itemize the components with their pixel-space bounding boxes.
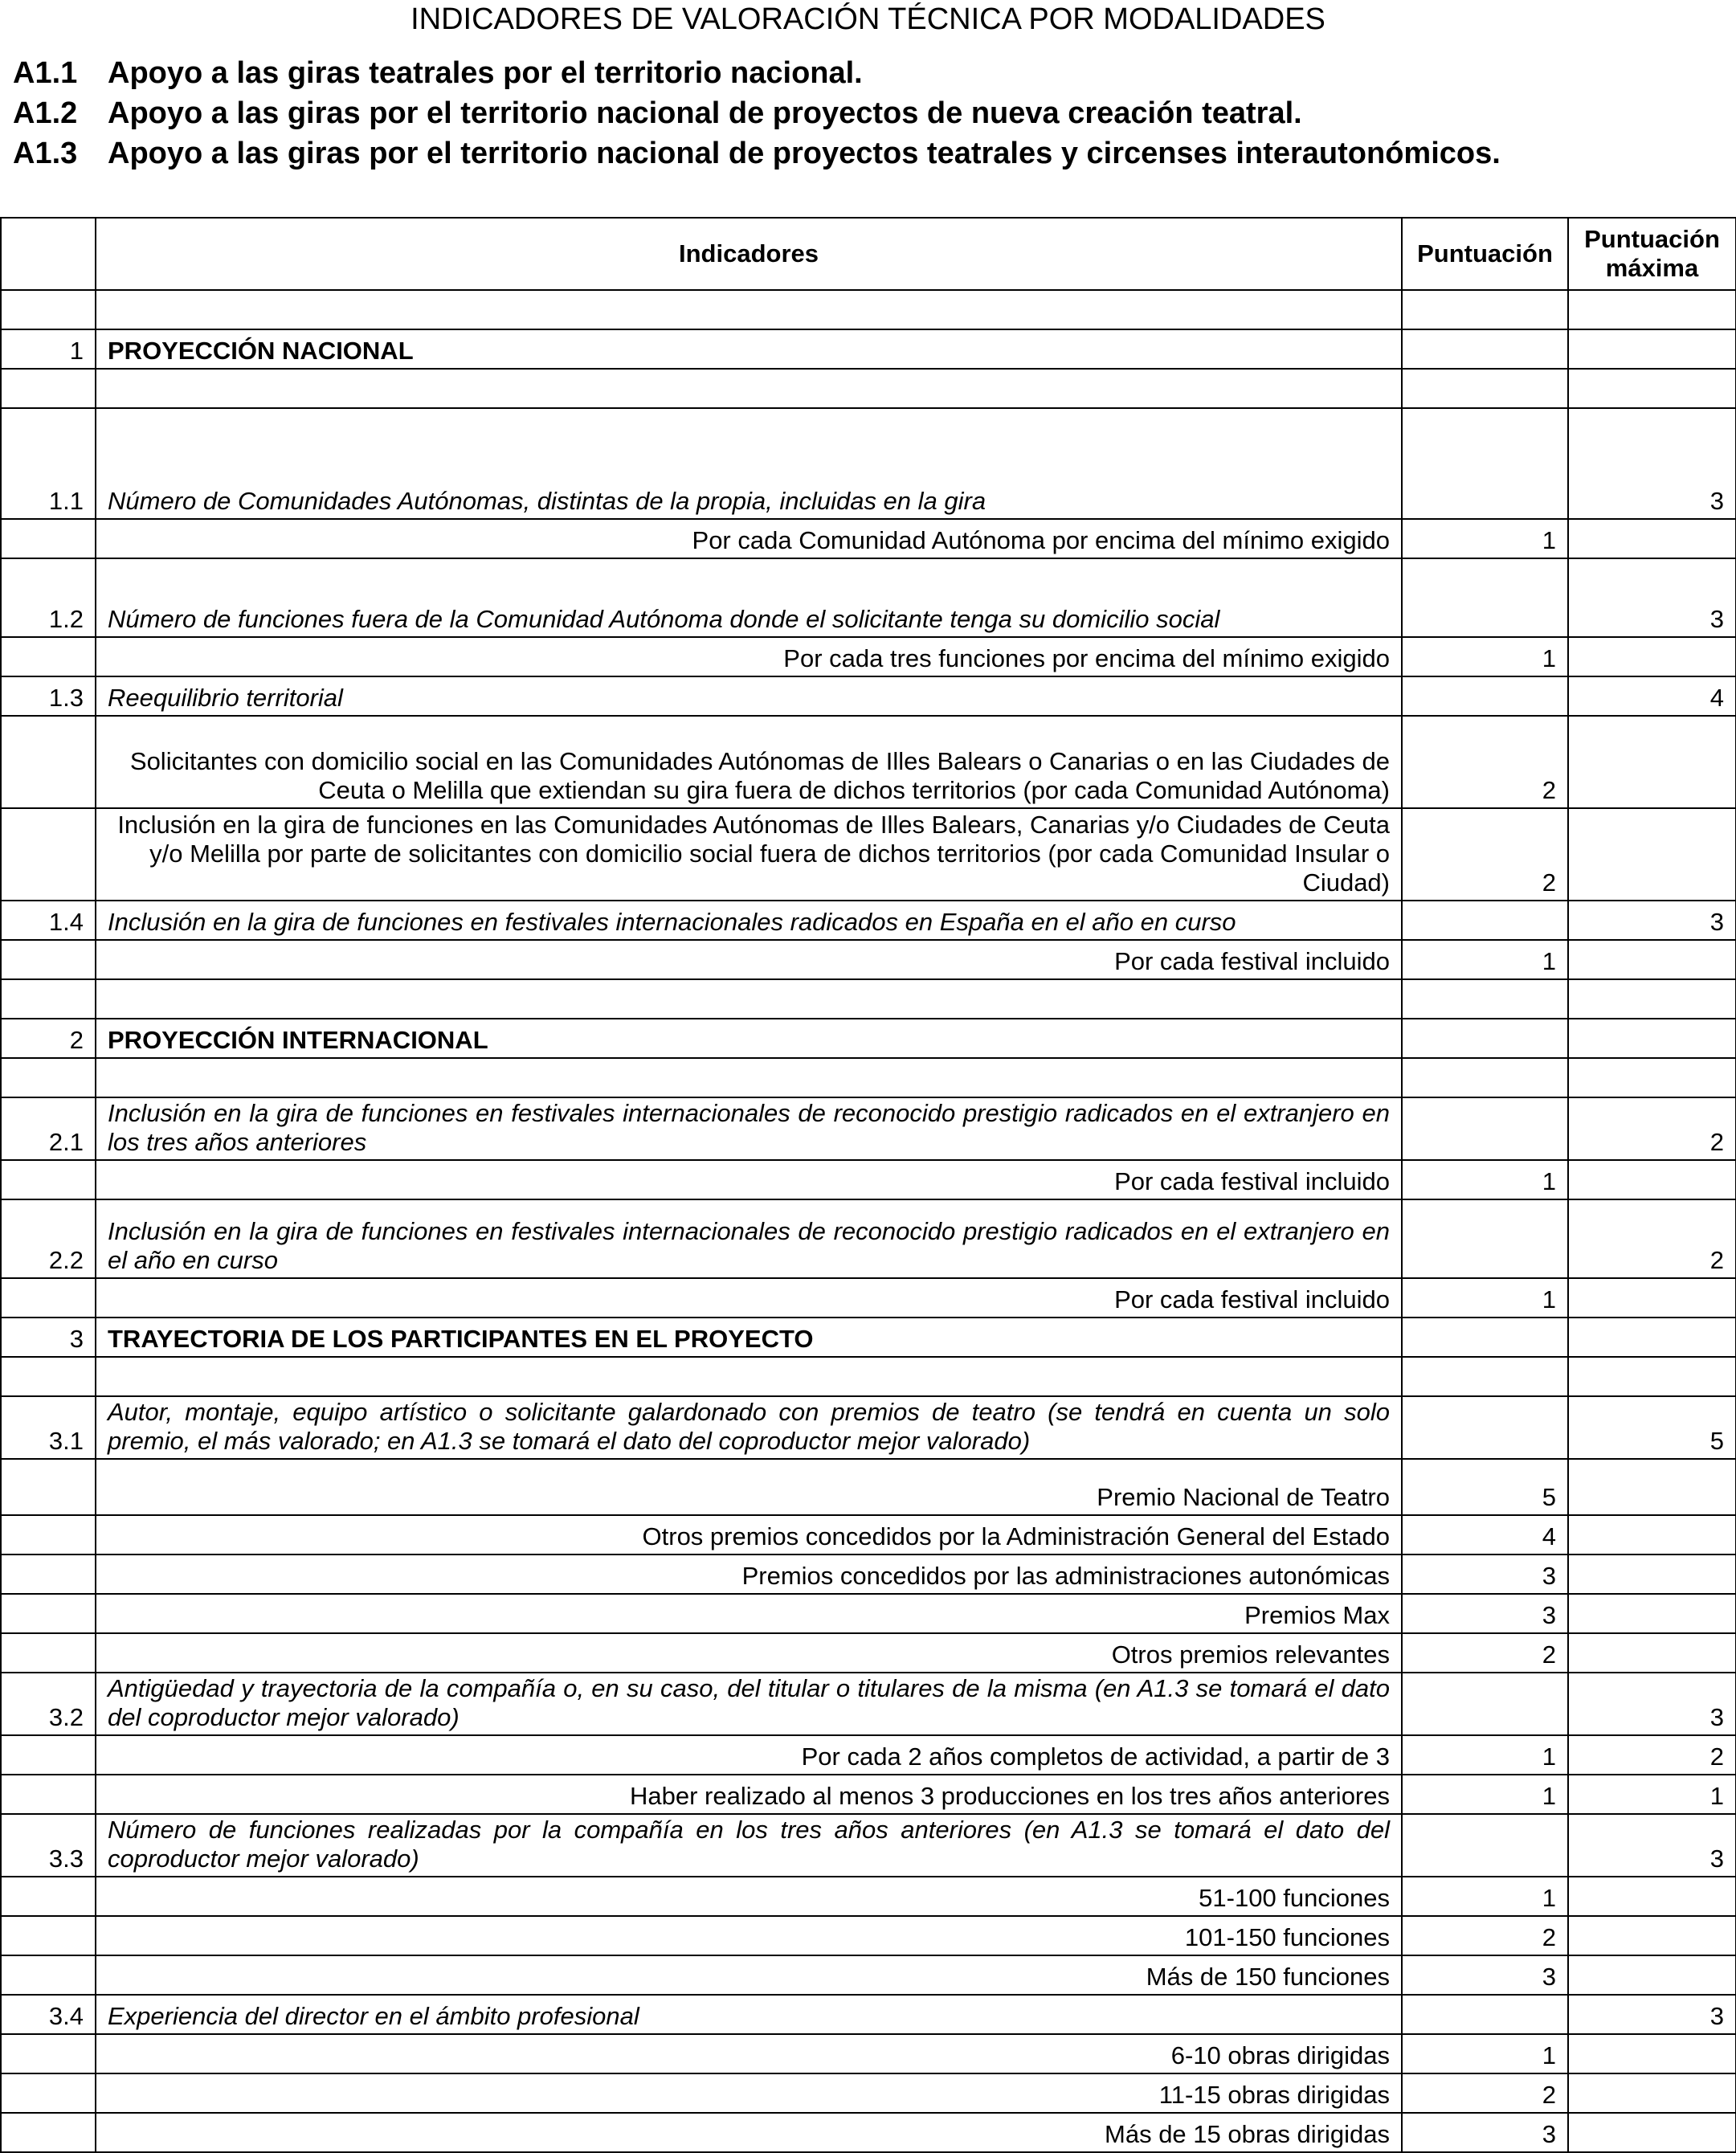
table-row [1, 1633, 1736, 1673]
table-header-row [1, 218, 1736, 290]
row-score [1402, 979, 1568, 1019]
header-indicadores: Indicadores [96, 218, 1402, 290]
row-max-score [1568, 2073, 1736, 2113]
row-score: 3 [1402, 2113, 1568, 2152]
row-score: 2 [1402, 716, 1568, 808]
table-row [1, 2034, 1736, 2073]
row-number [1, 1594, 96, 1633]
table-row [1, 408, 1736, 519]
modality-a1-3 [13, 133, 1724, 174]
row-score: 3 [1402, 1554, 1568, 1594]
row-number [1, 1357, 96, 1396]
table-row [1, 1097, 1736, 1160]
modality-code: A1.2 [13, 96, 78, 130]
row-indicator-text [96, 979, 1402, 1019]
row-max-score [1568, 1459, 1736, 1515]
row-score [1402, 1396, 1568, 1459]
table-row [1, 1916, 1736, 1955]
table-row [1, 1318, 1736, 1357]
row-number [1, 979, 96, 1019]
table-row [1, 290, 1736, 329]
row-indicator-text: Experiencia del director en el ámbito profesional [96, 1995, 1402, 2034]
table-row [1, 1955, 1736, 1995]
row-number [1, 1735, 96, 1775]
row-max-score [1568, 940, 1736, 979]
row-number: 1.1 [1, 408, 96, 519]
row-number: 2.1 [1, 1097, 96, 1160]
row-indicator-text: Inclusión en la gira de funciones en festivales internacionales radicados en España en el año en curso [96, 901, 1402, 940]
modality-code: A1.1 [13, 56, 78, 90]
table-row [1, 1459, 1736, 1515]
row-score [1402, 558, 1568, 637]
row-number: 3.3 [1, 1814, 96, 1877]
row-max-score [1568, 519, 1736, 558]
row-indicator-text: Más de 150 funciones [96, 1955, 1402, 1995]
row-indicator-text [96, 1058, 1402, 1097]
row-indicator-text [96, 369, 1402, 408]
row-number: 1 [1, 329, 96, 369]
row-number: 3.2 [1, 1673, 96, 1735]
table-row [1, 519, 1736, 558]
table-row [1, 1160, 1736, 1199]
row-indicator-text: Inclusión en la gira de funciones en festivales internacionales de reconocido prestigio radicados en el extranjero en el año en curso [96, 1199, 1402, 1278]
row-indicator-text: Solicitantes con domicilio social en las Comunidades Autónomas de Illes Balears o Canarias o en las Ciudades de Ceuta o Melilla que extiendan su gira fuera de dichos territorios (por cada Comunidad Autónoma) [96, 716, 1402, 808]
modalities-list [13, 53, 1724, 174]
row-number [1, 808, 96, 901]
table-row [1, 1396, 1736, 1459]
table-row [1, 558, 1736, 637]
table-row [1, 329, 1736, 369]
row-indicator-text: Número de Comunidades Autónomas, distintas de la propia, incluidas en la gira [96, 408, 1402, 519]
modality-code: A1.3 [13, 137, 78, 170]
row-max-score: 2 [1568, 1735, 1736, 1775]
row-indicator-text: Número de funciones realizadas por la compañía en los tres años anteriores (en A1.3 se tomará el dato del coproductor mejor valorado) [96, 1814, 1402, 1877]
row-score [1402, 1318, 1568, 1357]
table-row [1, 1278, 1736, 1318]
table-row [1, 2073, 1736, 2113]
row-score: 1 [1402, 519, 1568, 558]
table-row [1, 1554, 1736, 1594]
table-row [1, 2113, 1736, 2152]
row-indicator-text: Otros premios concedidos por la Administración General del Estado [96, 1515, 1402, 1554]
row-number [1, 519, 96, 558]
row-max-score: 3 [1568, 1673, 1736, 1735]
row-indicator-text: 101-150 funciones [96, 1916, 1402, 1955]
row-score [1402, 369, 1568, 408]
row-max-score: 3 [1568, 408, 1736, 519]
table-row [1, 1814, 1736, 1877]
row-indicator-text: 51-100 funciones [96, 1877, 1402, 1916]
row-number [1, 1775, 96, 1814]
row-max-score [1568, 369, 1736, 408]
row-number: 1.4 [1, 901, 96, 940]
row-indicator-text: Número de funciones fuera de la Comunidad Autónoma donde el solicitante tenga su domicilio social [96, 558, 1402, 637]
row-score: 1 [1402, 940, 1568, 979]
row-max-score [1568, 329, 1736, 369]
table-row [1, 716, 1736, 808]
row-number: 3.4 [1, 1995, 96, 2034]
modality-text: Apoyo a las giras por el territorio nacional de proyectos de nueva creación teatral. [108, 96, 1302, 130]
row-number [1, 940, 96, 979]
row-indicator-text: PROYECCIÓN NACIONAL [96, 329, 1402, 369]
row-score [1402, 408, 1568, 519]
row-score [1402, 1097, 1568, 1160]
row-number: 2.2 [1, 1199, 96, 1278]
indicators-table [0, 217, 1736, 2153]
row-score: 1 [1402, 2034, 1568, 2073]
row-score [1402, 1058, 1568, 1097]
row-number [1, 1515, 96, 1554]
table-row [1, 1594, 1736, 1633]
row-max-score [1568, 1594, 1736, 1633]
row-score [1402, 676, 1568, 716]
row-number [1, 369, 96, 408]
row-score [1402, 1199, 1568, 1278]
table-row [1, 1199, 1736, 1278]
row-indicator-text: Por cada 2 años completos de actividad, a partir de 3 [96, 1735, 1402, 1775]
row-max-score [1568, 1357, 1736, 1396]
row-indicator-text [96, 290, 1402, 329]
row-max-score [1568, 1019, 1736, 1058]
row-max-score [1568, 1318, 1736, 1357]
row-number [1, 637, 96, 676]
table-row [1, 1019, 1736, 1058]
row-indicator-text [96, 1357, 1402, 1396]
row-score: 2 [1402, 2073, 1568, 2113]
row-number [1, 1459, 96, 1515]
table-row [1, 1735, 1736, 1775]
row-number [1, 2113, 96, 2152]
modality-a1-1 [13, 53, 1724, 93]
row-indicator-text: Por cada Comunidad Autónoma por encima del mínimo exigido [96, 519, 1402, 558]
row-score [1402, 1357, 1568, 1396]
row-indicator-text: PROYECCIÓN INTERNACIONAL [96, 1019, 1402, 1058]
row-number [1, 1554, 96, 1594]
table-row [1, 901, 1736, 940]
row-number [1, 1278, 96, 1318]
table-row [1, 369, 1736, 408]
row-score: 2 [1402, 1916, 1568, 1955]
row-indicator-text: Por cada festival incluido [96, 940, 1402, 979]
table-row [1, 1877, 1736, 1916]
table-row [1, 1775, 1736, 1814]
row-number [1, 1877, 96, 1916]
row-number: 3.1 [1, 1396, 96, 1459]
row-score [1402, 1814, 1568, 1877]
row-indicator-text: Por cada festival incluido [96, 1278, 1402, 1318]
row-max-score [1568, 1278, 1736, 1318]
header-number [1, 218, 96, 290]
table-row [1, 1995, 1736, 2034]
row-max-score [1568, 1955, 1736, 1995]
table-body [1, 290, 1736, 2152]
row-score: 1 [1402, 1775, 1568, 1814]
table-row [1, 1515, 1736, 1554]
row-max-score: 3 [1568, 1995, 1736, 2034]
row-score: 1 [1402, 1278, 1568, 1318]
row-indicator-text: 11-15 obras dirigidas [96, 2073, 1402, 2113]
row-number [1, 1160, 96, 1199]
row-score [1402, 901, 1568, 940]
row-score [1402, 329, 1568, 369]
row-max-score: 3 [1568, 558, 1736, 637]
row-indicator-text: Haber realizado al menos 3 producciones en los tres años anteriores [96, 1775, 1402, 1814]
row-score: 4 [1402, 1515, 1568, 1554]
row-max-score: 4 [1568, 676, 1736, 716]
row-score: 3 [1402, 1594, 1568, 1633]
row-max-score [1568, 979, 1736, 1019]
row-max-score: 2 [1568, 1097, 1736, 1160]
row-number [1, 2073, 96, 2113]
row-indicator-text: Por cada festival incluido [96, 1160, 1402, 1199]
row-score [1402, 1019, 1568, 1058]
row-max-score [1568, 1554, 1736, 1594]
row-indicator-text: Inclusión en la gira de funciones en las Comunidades Autónomas de Illes Balears, Canarias y/o Ciudades de Ceuta y/o Melilla por parte de solicitantes con domicilio social fuera de dichos territorios (por cada Comunidad Insular o Ciudad) [96, 808, 1402, 901]
row-indicator-text: Autor, montaje, equipo artístico o solicitante galardonado con premios de teatro (se tendrá en cuenta un solo premio, el más valorado; en A1.3 se tomará el dato del coproductor mejor valorado) [96, 1396, 1402, 1459]
row-max-score [1568, 808, 1736, 901]
row-indicator-text: Más de 15 obras dirigidas [96, 2113, 1402, 2152]
table-row [1, 676, 1736, 716]
table-row [1, 1673, 1736, 1735]
row-number: 3 [1, 1318, 96, 1357]
row-number [1, 290, 96, 329]
row-score: 1 [1402, 1735, 1568, 1775]
row-max-score: 3 [1568, 901, 1736, 940]
row-indicator-text: Otros premios relevantes [96, 1633, 1402, 1673]
row-score: 3 [1402, 1955, 1568, 1995]
row-max-score: 3 [1568, 1814, 1736, 1877]
modality-text: Apoyo a las giras teatrales por el territorio nacional. [108, 56, 863, 90]
row-max-score [1568, 1058, 1736, 1097]
row-max-score [1568, 290, 1736, 329]
table-row [1, 979, 1736, 1019]
row-number [1, 2034, 96, 2073]
row-number [1, 1633, 96, 1673]
row-indicator-text: 6-10 obras dirigidas [96, 2034, 1402, 2073]
row-score: 1 [1402, 1160, 1568, 1199]
row-max-score: 2 [1568, 1199, 1736, 1278]
row-max-score [1568, 716, 1736, 808]
row-max-score [1568, 1633, 1736, 1673]
modality-a1-2 [13, 93, 1724, 133]
row-indicator-text: Premio Nacional de Teatro [96, 1459, 1402, 1515]
header-puntuacion-maxima: Puntuación máxima [1568, 218, 1736, 290]
row-number [1, 1058, 96, 1097]
row-max-score [1568, 1877, 1736, 1916]
row-number: 2 [1, 1019, 96, 1058]
page-title: INDICADORES DE VALORACIÓN TÉCNICA POR MODALIDADES [411, 2, 1325, 36]
row-number [1, 1955, 96, 1995]
row-max-score [1568, 637, 1736, 676]
row-indicator-text: Antigüedad y trayectoria de la compañía o, en su caso, del titular o titulares de la misma (en A1.3 se tomará el dato del coproductor mejor valorado) [96, 1673, 1402, 1735]
row-score: 1 [1402, 1877, 1568, 1916]
row-max-score: 1 [1568, 1775, 1736, 1814]
row-score [1402, 1995, 1568, 2034]
row-score: 2 [1402, 1633, 1568, 1673]
table-row [1, 1357, 1736, 1396]
row-score: 1 [1402, 637, 1568, 676]
row-number [1, 716, 96, 808]
row-max-score [1568, 1515, 1736, 1554]
table-row [1, 808, 1736, 901]
row-max-score [1568, 2034, 1736, 2073]
header-puntuacion: Puntuación [1402, 218, 1568, 290]
row-max-score [1568, 1916, 1736, 1955]
table-row [1, 940, 1736, 979]
row-number: 1.2 [1, 558, 96, 637]
table-row [1, 1058, 1736, 1097]
row-indicator-text: Reequilibrio territorial [96, 676, 1402, 716]
row-indicator-text: Por cada tres funciones por encima del mínimo exigido [96, 637, 1402, 676]
row-max-score: 5 [1568, 1396, 1736, 1459]
row-score: 5 [1402, 1459, 1568, 1515]
row-indicator-text: Premios concedidos por las administraciones autonómicas [96, 1554, 1402, 1594]
row-max-score [1568, 2113, 1736, 2152]
row-indicator-text: Premios Max [96, 1594, 1402, 1633]
row-score [1402, 290, 1568, 329]
row-score: 2 [1402, 808, 1568, 901]
modality-text: Apoyo a las giras por el territorio nacional de proyectos teatrales y circenses interautonómicos. [108, 137, 1501, 170]
table-row [1, 637, 1736, 676]
row-indicator-text: TRAYECTORIA DE LOS PARTICIPANTES EN EL PROYECTO [96, 1318, 1402, 1357]
row-number: 1.3 [1, 676, 96, 716]
row-number [1, 1916, 96, 1955]
row-score [1402, 1673, 1568, 1735]
row-indicator-text: Inclusión en la gira de funciones en festivales internacionales de reconocido prestigio radicados en el extranjero en los tres años anteriores [96, 1097, 1402, 1160]
row-max-score [1568, 1160, 1736, 1199]
